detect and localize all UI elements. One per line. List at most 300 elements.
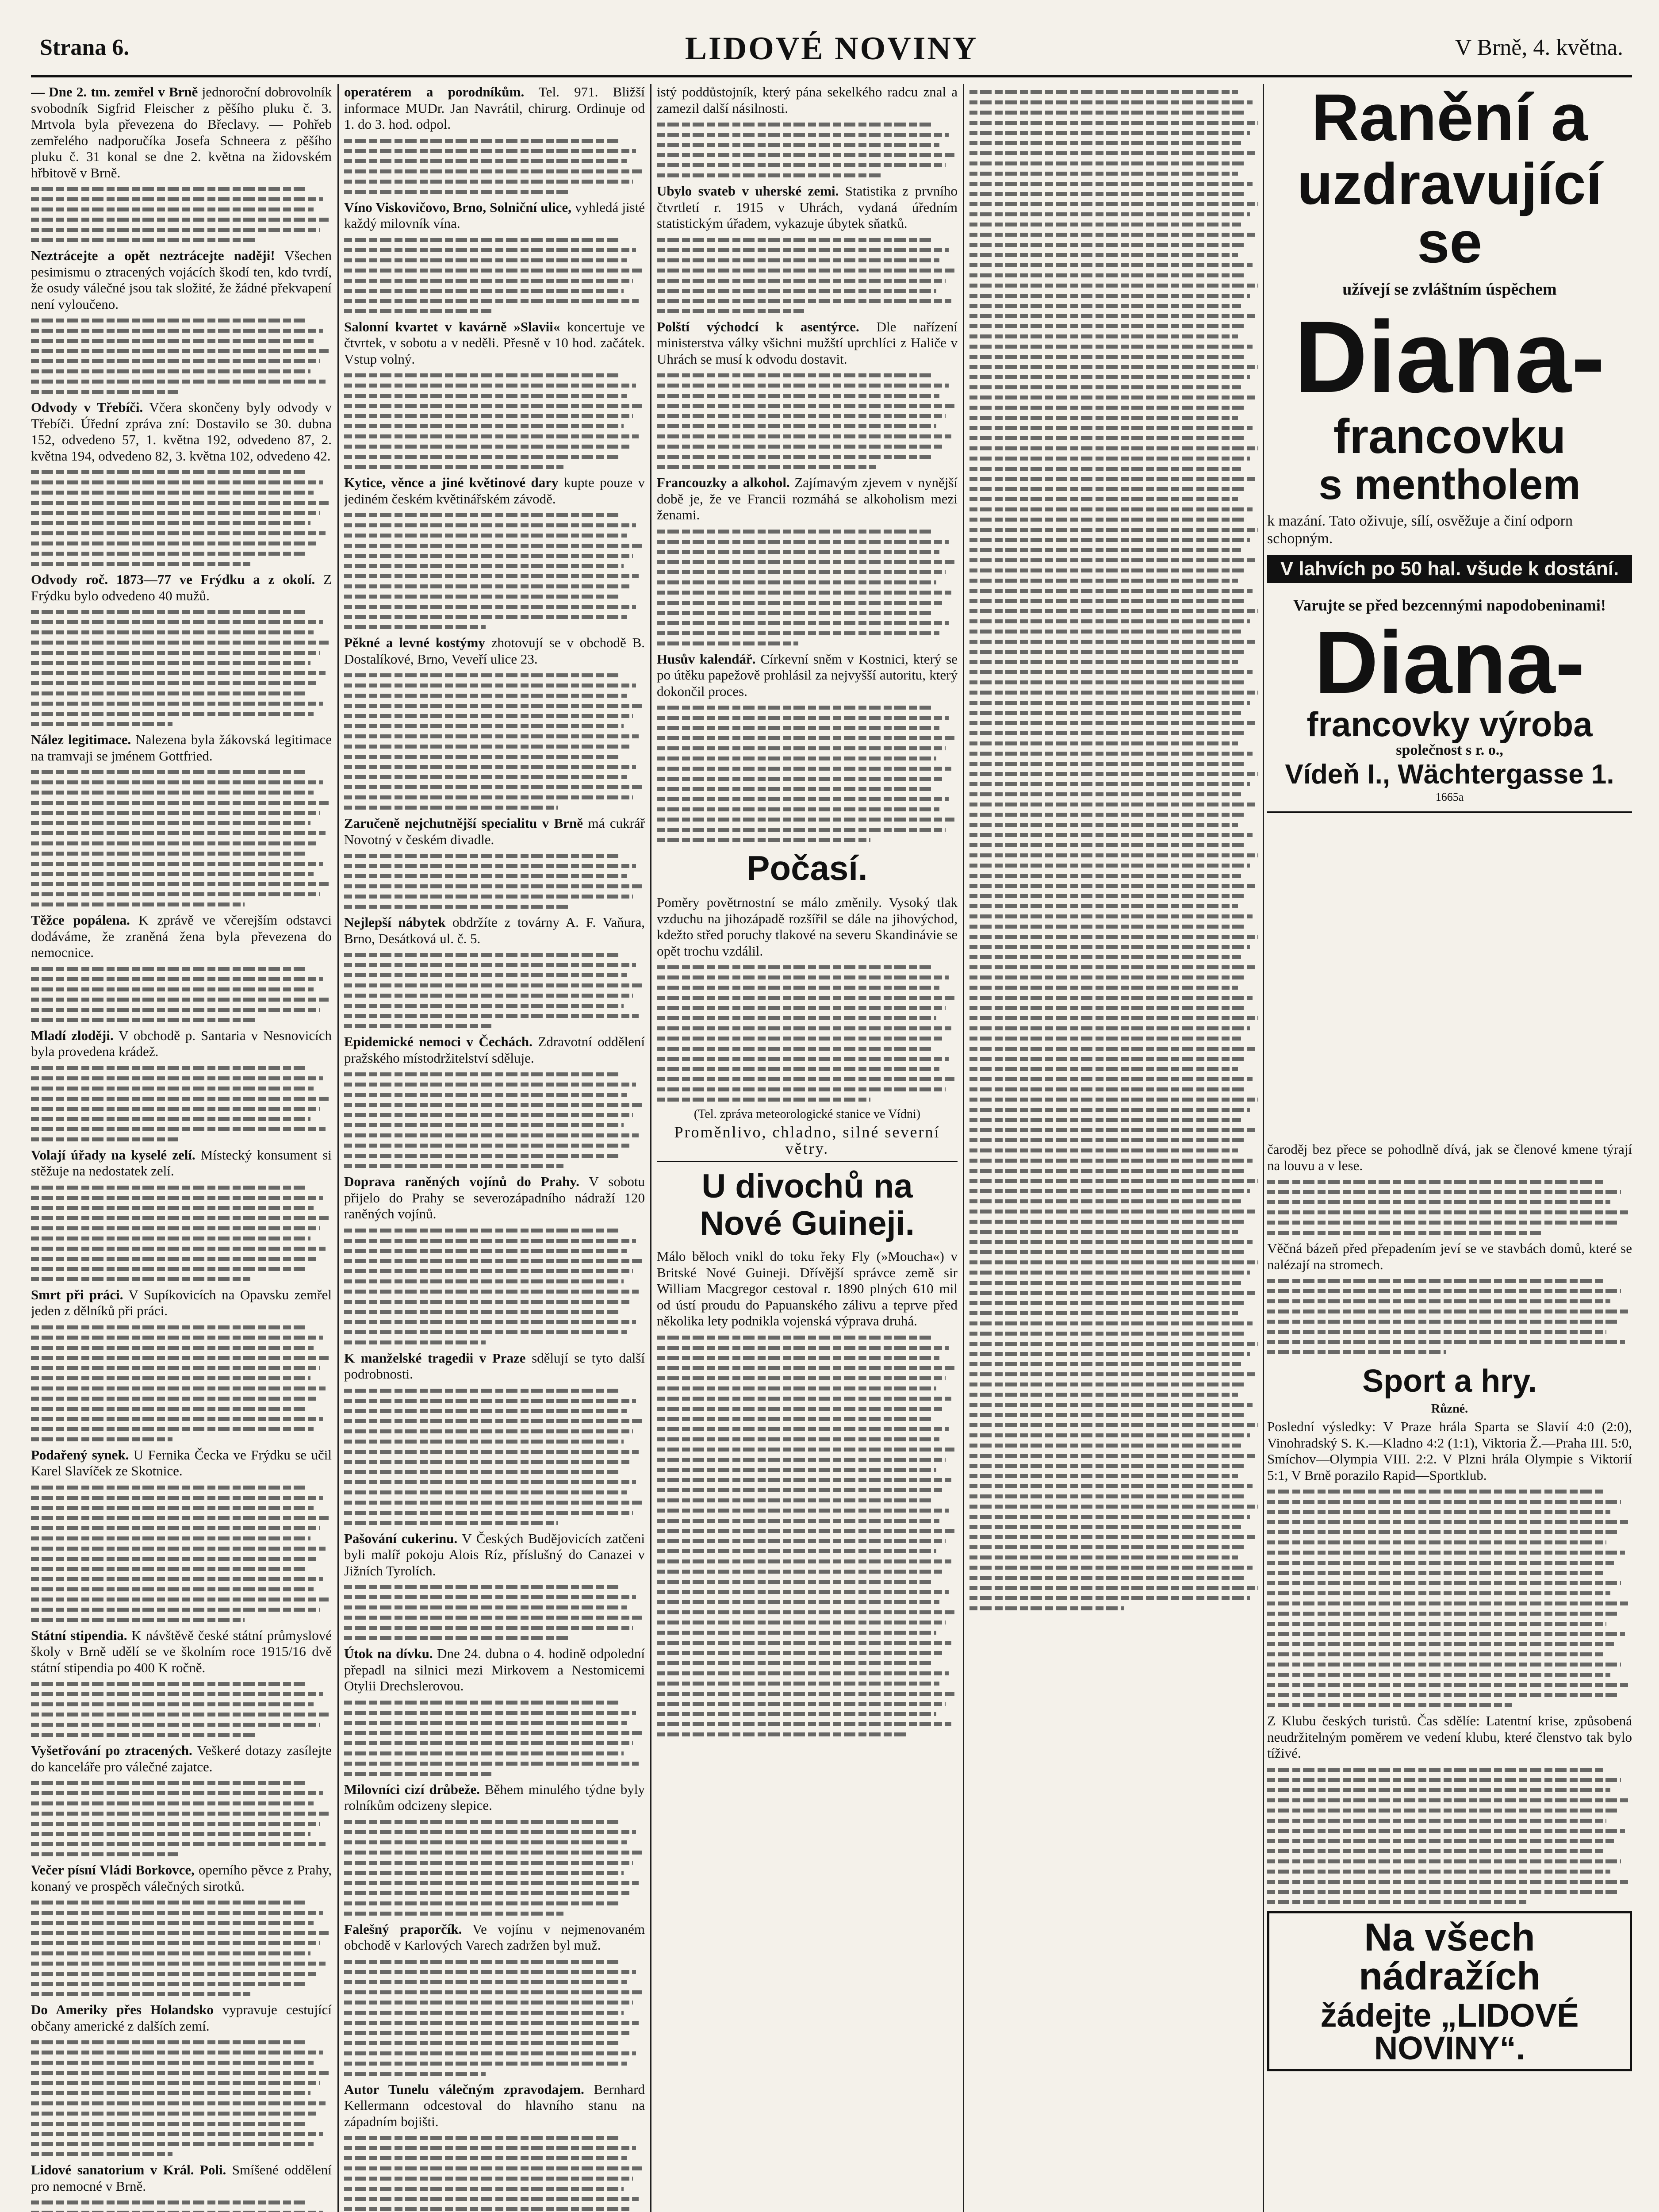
club-body bbox=[1267, 1768, 1632, 1904]
promo-box bbox=[1267, 1911, 1632, 2071]
text-line bbox=[344, 1024, 491, 1028]
text-line bbox=[31, 821, 310, 825]
text-line bbox=[344, 1970, 636, 1974]
text-line bbox=[969, 670, 1253, 674]
text-line bbox=[344, 1721, 627, 1725]
text-line bbox=[31, 1608, 320, 1612]
text-line bbox=[657, 1519, 939, 1523]
text-line bbox=[31, 329, 323, 333]
text-line bbox=[969, 803, 1256, 806]
text-line bbox=[344, 1249, 627, 1253]
text-line bbox=[344, 1164, 563, 1168]
text-line bbox=[969, 1240, 1253, 1244]
text-line bbox=[969, 721, 1256, 725]
text-line bbox=[657, 1057, 949, 1061]
text-line bbox=[31, 1427, 314, 1431]
text-line bbox=[31, 1247, 326, 1251]
text-line bbox=[344, 1409, 627, 1413]
text-line bbox=[969, 304, 1241, 308]
text-line bbox=[31, 1723, 320, 1727]
guinea-text: Málo běloch vnikl do toku řeky Fly (»Moucha«) v Britské Nové Guineji. Dřívější správce země sir William Macgregor cestoval r. 1890 plných 610 mil od ústí proudu do Papuanského zálivu a teprve před několika lety podnikla vojenská výprava druhá. bbox=[657, 1248, 958, 1329]
text-line bbox=[1267, 1210, 1628, 1214]
text-line bbox=[657, 1047, 934, 1051]
text-line bbox=[344, 2187, 624, 2191]
article-text: koncertuje ve čtvrtek, v sobotu a v neděli. Přesně v 10 hod. začátek. Vstup volný. bbox=[344, 319, 645, 367]
text-line bbox=[31, 1226, 320, 1230]
text-line bbox=[344, 983, 642, 987]
article-text: V Supíkovicích na Opavsku zemřel jeden z dělníků při práci. bbox=[31, 1286, 332, 1318]
text-line bbox=[1267, 1500, 1621, 1504]
text-line bbox=[31, 359, 320, 363]
text-line bbox=[969, 1413, 1244, 1417]
text-line bbox=[31, 1962, 326, 1966]
ad-maker-1: francovky výroba bbox=[1307, 705, 1593, 744]
text-line bbox=[344, 1113, 633, 1117]
text-line bbox=[657, 787, 934, 791]
article-item bbox=[344, 1350, 645, 1382]
article-item bbox=[1267, 1240, 1632, 1273]
text-line bbox=[31, 2132, 323, 2136]
text-line bbox=[969, 1026, 1250, 1030]
text-line bbox=[31, 722, 172, 726]
text-line bbox=[969, 619, 1250, 623]
text-line bbox=[344, 1072, 621, 1076]
text-line bbox=[657, 1087, 946, 1091]
text-line bbox=[344, 2207, 630, 2211]
text-line bbox=[344, 1093, 627, 1097]
text-line bbox=[344, 694, 627, 698]
article-text: Tel. 971. Bližší informace MUDr. Jan Navrátil, chirurg. Ordinuje od 1. do 3. hod. odpol. bbox=[344, 84, 645, 132]
text-line bbox=[344, 1004, 624, 1008]
article-item bbox=[344, 1782, 645, 1814]
text-line bbox=[969, 253, 1238, 257]
text-line bbox=[31, 1832, 310, 1836]
text-line bbox=[657, 828, 946, 832]
article-item bbox=[657, 183, 958, 232]
text-line bbox=[31, 1506, 314, 1510]
text-line bbox=[344, 1330, 627, 1334]
text-line bbox=[969, 202, 1258, 206]
text-line bbox=[969, 345, 1253, 349]
text-line bbox=[31, 1107, 320, 1111]
article-item bbox=[344, 1174, 645, 1222]
text-line bbox=[657, 1610, 954, 1614]
text-line bbox=[657, 560, 954, 564]
text-line bbox=[344, 2011, 624, 2015]
text-line bbox=[344, 1154, 621, 1158]
text-line bbox=[31, 1536, 310, 1540]
article-text: K návštěvě české státní průmyslové školy v Brně udělí se ve školním roce 1915/16 dvě státní stipendia po 400 K ročně. bbox=[31, 1627, 332, 1675]
text-line bbox=[969, 1586, 1258, 1590]
article-text: Včera skončeny byly odvody v Třebíči. Úřední zpráva zní: Dostavilo se 30. dubna 152, odvedeno 57, 1. května 192, odvedeno 87, 2. května 194, odvedeno 82, 3. května 102, odvedeno 42. bbox=[31, 399, 332, 464]
text-line bbox=[969, 711, 1241, 715]
text-line bbox=[969, 1271, 1250, 1275]
article-lead: Epidemické nemoci v Čechách. bbox=[344, 1034, 533, 1049]
text-line bbox=[1267, 1768, 1603, 1772]
article-text: Veškeré dotazy zasílejte do kanceláře pro válečné zajatce. bbox=[31, 1743, 332, 1774]
text-line bbox=[657, 1478, 951, 1482]
text-line bbox=[344, 2031, 630, 2035]
text-line bbox=[31, 1206, 314, 1210]
text-line bbox=[344, 745, 630, 749]
text-line bbox=[344, 190, 570, 194]
text-line bbox=[1267, 1809, 1617, 1813]
text-line bbox=[344, 1419, 642, 1423]
text-line bbox=[344, 1701, 621, 1705]
article-lead: Pěkné a levné kostýmy bbox=[344, 635, 485, 650]
article-text: Statistika z prvního čtvrtletí r. 1915 v Uhrách, vydaná úředním statistickým úřadem, vykazuje úbytek sňatků. bbox=[657, 183, 958, 231]
col3b-body bbox=[969, 90, 1261, 1610]
text-line bbox=[657, 1580, 934, 1584]
text-line bbox=[344, 704, 642, 708]
text-line bbox=[969, 1545, 1247, 1549]
text-line bbox=[31, 1982, 308, 1986]
text-line bbox=[969, 731, 1247, 735]
article-item bbox=[344, 635, 645, 667]
text-line bbox=[969, 1067, 1238, 1071]
article-text: V Českých Budějovicích zatčeni byli malíř pokoju Alois Ríz, příslušný do Canazei v Jižních Tyrolích. bbox=[344, 1530, 645, 1578]
text-line bbox=[969, 650, 1247, 654]
text-line bbox=[344, 785, 642, 789]
text-line bbox=[344, 445, 630, 449]
article-lead: Zaručeně nejchutnější specialitu v Brně bbox=[344, 815, 583, 831]
weather-heading: Počasí. bbox=[747, 849, 868, 887]
text-line bbox=[344, 734, 639, 738]
text-line bbox=[344, 1980, 627, 1984]
text-line bbox=[344, 765, 636, 769]
text-line bbox=[657, 1366, 954, 1370]
article-body bbox=[31, 1486, 332, 1622]
text-line bbox=[969, 375, 1250, 379]
text-line bbox=[31, 1257, 317, 1261]
text-line bbox=[1267, 1581, 1621, 1585]
text-line bbox=[31, 1972, 317, 1976]
col3-items bbox=[657, 84, 958, 842]
text-line bbox=[31, 1097, 329, 1101]
text-line bbox=[969, 141, 1241, 145]
newspaper-title: LIDOVÉ NOVINY bbox=[685, 31, 978, 67]
text-line bbox=[657, 540, 949, 544]
text-line bbox=[969, 874, 1241, 878]
article-text: má cukrář Novotný v českém divadle. bbox=[344, 815, 645, 847]
article-item bbox=[31, 1447, 332, 1479]
text-line bbox=[969, 1301, 1247, 1305]
text-line bbox=[657, 1427, 949, 1431]
text-line bbox=[969, 182, 1253, 186]
article-text: K zprávě ve včerejším odstavci dodáváme, že zraněná žena byla převezena do nemocnice. bbox=[31, 912, 332, 960]
article-lead: Mladí zloději. bbox=[31, 1027, 114, 1043]
article-lead: — Dne 2. tm. zemřel v Brně bbox=[31, 84, 198, 100]
text-line bbox=[1267, 1299, 1610, 1303]
article-body bbox=[31, 1186, 332, 1281]
ad-brand: Diana- bbox=[1294, 300, 1605, 414]
promo-line-1: Na všech nádražích bbox=[1359, 1915, 1540, 1998]
text-line bbox=[344, 1851, 642, 1855]
text-line bbox=[969, 416, 1238, 420]
text-line bbox=[31, 630, 314, 634]
text-line bbox=[344, 394, 627, 398]
text-line bbox=[657, 1488, 943, 1492]
text-line bbox=[344, 1290, 639, 1294]
text-line bbox=[31, 1733, 257, 1737]
article-body bbox=[1267, 1279, 1632, 1354]
article-lead: Ubylo svateb v uherské zemi. bbox=[657, 183, 839, 199]
text-line bbox=[1267, 1778, 1621, 1782]
article-lead: K manželské tragedii v Praze bbox=[344, 1350, 526, 1366]
text-line bbox=[31, 521, 310, 525]
text-line bbox=[969, 497, 1238, 501]
article-body bbox=[344, 513, 645, 629]
ad-headline-1: Ranění a bbox=[1311, 80, 1588, 154]
text-line bbox=[969, 111, 1244, 115]
text-line bbox=[344, 2166, 642, 2170]
article-body bbox=[657, 706, 958, 842]
text-line bbox=[31, 228, 320, 232]
article-text: Zdravotní oddělení pražského místodržitelství sděluje. bbox=[344, 1034, 645, 1066]
article-body bbox=[657, 373, 958, 469]
text-line bbox=[657, 631, 939, 635]
text-line bbox=[969, 1555, 1238, 1559]
text-line bbox=[344, 615, 627, 619]
text-line bbox=[657, 1570, 943, 1574]
article-body bbox=[344, 1960, 645, 2076]
text-line bbox=[969, 1108, 1250, 1112]
text-line bbox=[31, 1516, 329, 1520]
text-line bbox=[1267, 1601, 1628, 1605]
text-line bbox=[969, 914, 1253, 918]
text-line bbox=[31, 380, 326, 384]
text-line bbox=[1267, 1591, 1610, 1595]
text-line bbox=[344, 414, 633, 418]
text-line bbox=[344, 1891, 630, 1895]
text-line bbox=[969, 1250, 1244, 1254]
text-line bbox=[969, 457, 1250, 461]
text-line bbox=[31, 892, 320, 896]
text-line bbox=[344, 159, 627, 163]
text-line bbox=[657, 1437, 939, 1441]
text-line bbox=[344, 973, 627, 977]
text-line bbox=[657, 1498, 934, 1502]
text-line bbox=[344, 2001, 633, 2005]
text-line bbox=[31, 1812, 329, 1816]
text-line bbox=[31, 1417, 323, 1421]
article-text: operního pěvce z Prahy, konaný ve prospěch válečných sirotků. bbox=[31, 1862, 332, 1894]
text-line bbox=[657, 706, 934, 710]
text-line bbox=[969, 1332, 1244, 1336]
text-line bbox=[969, 975, 1247, 979]
text-line bbox=[969, 446, 1258, 450]
ad-brand-2: Diana- bbox=[1314, 613, 1585, 712]
text-line bbox=[1267, 1612, 1617, 1616]
text-line bbox=[657, 591, 951, 595]
text-line bbox=[344, 724, 624, 728]
text-line bbox=[344, 139, 621, 143]
text-line bbox=[969, 1199, 1241, 1203]
text-line bbox=[344, 455, 621, 459]
text-line bbox=[31, 1407, 308, 1411]
text-line bbox=[969, 406, 1247, 410]
article-lead: Nález legitimace. bbox=[31, 732, 131, 747]
text-line bbox=[31, 1682, 308, 1686]
text-line bbox=[344, 279, 633, 283]
text-line bbox=[657, 1600, 939, 1604]
article-body bbox=[344, 1585, 645, 1640]
issue-date: V Brně, 4. května. bbox=[1455, 35, 1623, 60]
text-line bbox=[31, 1186, 308, 1190]
text-line bbox=[657, 394, 939, 398]
text-line bbox=[657, 746, 946, 750]
article-body bbox=[344, 953, 645, 1028]
text-line bbox=[344, 755, 621, 759]
article-body bbox=[344, 1701, 645, 1776]
ad-description: k mazání. Tato oživuje, sílí, osvěžuje a činí odporn schopným. bbox=[1267, 513, 1573, 547]
text-line bbox=[969, 1423, 1258, 1427]
article-body bbox=[31, 770, 332, 906]
text-line bbox=[31, 1567, 308, 1571]
text-line bbox=[344, 1711, 636, 1715]
text-line bbox=[344, 2136, 621, 2140]
text-line bbox=[344, 169, 642, 173]
text-line bbox=[344, 238, 621, 242]
text-line bbox=[969, 813, 1247, 817]
article-body bbox=[31, 2040, 332, 2156]
article-body bbox=[31, 187, 332, 242]
article-text: kupte pouze v jediném českém květinářském závodě. bbox=[344, 475, 645, 507]
text-line bbox=[969, 284, 1258, 288]
text-line bbox=[657, 621, 949, 625]
text-line bbox=[657, 1386, 936, 1390]
text-line bbox=[31, 1066, 308, 1070]
article-lead: Víno Viskovičovo, Brno, Solniční ulice, bbox=[344, 199, 571, 215]
text-line bbox=[969, 294, 1250, 298]
text-line bbox=[344, 1511, 633, 1515]
ad-bottom-rule bbox=[1267, 811, 1632, 813]
article-body bbox=[31, 2200, 332, 2212]
column-rule bbox=[650, 84, 651, 2212]
text-line bbox=[657, 1671, 949, 1675]
text-line bbox=[657, 777, 943, 781]
text-line bbox=[31, 2101, 326, 2105]
text-line bbox=[1267, 1289, 1621, 1293]
column-1 bbox=[31, 84, 332, 2212]
text-line bbox=[31, 541, 317, 545]
text-line bbox=[344, 895, 633, 899]
text-line bbox=[31, 641, 329, 645]
text-line bbox=[344, 2072, 486, 2076]
text-line bbox=[969, 630, 1241, 634]
text-line bbox=[657, 975, 949, 979]
col1-items bbox=[31, 84, 332, 2212]
text-line bbox=[969, 904, 1238, 908]
text-line bbox=[969, 894, 1247, 898]
text-line bbox=[969, 334, 1238, 338]
article-lead: Podařený synek. bbox=[31, 1447, 129, 1463]
article-text: Místecký konsument si stěžuje na nedostatek zelí. bbox=[31, 1147, 332, 1179]
text-line bbox=[657, 767, 951, 771]
text-line bbox=[657, 996, 954, 1000]
text-line bbox=[344, 1340, 486, 1344]
text-line bbox=[344, 534, 627, 538]
text-line bbox=[969, 385, 1241, 389]
article-text: vypravuje cestující občany americké z dalších zemí. bbox=[31, 2002, 332, 2034]
sport-heading: Sport a hry. bbox=[1362, 1363, 1537, 1399]
text-line bbox=[969, 1382, 1247, 1386]
column-3b bbox=[969, 84, 1261, 2212]
article-text: Nalezena byla žákovská legitimace na tramvaji se jménem Gottfried. bbox=[31, 732, 332, 764]
ad-price: V lahvích po 50 hal. všude k dostání. bbox=[1267, 555, 1632, 583]
text-line bbox=[657, 1407, 943, 1411]
article-lead: Těžce popálena. bbox=[31, 912, 130, 928]
text-line bbox=[969, 945, 1250, 949]
text-line bbox=[344, 2041, 621, 2045]
guinea-heading: U divochů na Nové Guineji. bbox=[700, 1167, 915, 1242]
text-line bbox=[969, 1006, 1244, 1010]
text-line bbox=[969, 782, 1250, 786]
text-line bbox=[969, 1210, 1256, 1214]
text-line bbox=[31, 1992, 250, 1996]
text-line bbox=[969, 1444, 1241, 1448]
text-line bbox=[969, 955, 1241, 959]
text-line bbox=[969, 1505, 1258, 1509]
article-text: jednoroční dobrovolník svobodník Sigfrid Fleischer z pěšího pluku č. 3. Mrtvola byla převezena do Břeclavy. — Pohřeb zemřelého nadporučíka Josefa Schneera z pěšího pluku č. 31 konal se dne 2. května na židovském hřbitově v Brně. bbox=[31, 84, 332, 180]
text-line bbox=[969, 752, 1253, 756]
text-line bbox=[31, 1117, 310, 1121]
text-line bbox=[31, 712, 314, 716]
text-line bbox=[344, 1470, 621, 1474]
text-line bbox=[1267, 1849, 1603, 1853]
sport-subheading: Různé. bbox=[1431, 1402, 1468, 1416]
text-line bbox=[1267, 1330, 1606, 1334]
text-line bbox=[31, 390, 178, 394]
text-line bbox=[344, 1741, 633, 1745]
text-line bbox=[657, 757, 936, 760]
article-lead: Do Ameriky přes Holandsko bbox=[31, 2002, 214, 2017]
text-line bbox=[31, 562, 250, 566]
article-body bbox=[31, 610, 332, 726]
text-line bbox=[31, 339, 314, 343]
text-line bbox=[657, 1376, 946, 1380]
text-line bbox=[344, 684, 636, 687]
article-body bbox=[31, 319, 332, 394]
article-lead: Odvody v Třebíči. bbox=[31, 399, 143, 415]
text-line bbox=[969, 1291, 1256, 1295]
page-label: Strana 6. bbox=[40, 35, 130, 60]
text-line bbox=[31, 1325, 308, 1329]
article-body bbox=[657, 238, 958, 313]
article-text: Dne 24. dubna o 4. hodině odpolední přepadl na silnici mezi Mirkovem a Nestomicemi Otylii Drechslerovou. bbox=[344, 1646, 645, 1694]
text-line bbox=[1267, 1859, 1621, 1863]
text-line bbox=[31, 1437, 172, 1441]
text-line bbox=[657, 173, 882, 177]
ad-number: 1665a bbox=[1435, 791, 1464, 803]
text-line bbox=[31, 501, 329, 505]
text-line bbox=[344, 1616, 642, 1620]
text-line bbox=[31, 1901, 308, 1905]
text-line bbox=[657, 465, 876, 469]
text-line bbox=[657, 550, 939, 554]
text-line bbox=[344, 1772, 491, 1776]
text-line bbox=[657, 424, 936, 428]
text-line bbox=[657, 1539, 946, 1543]
text-line bbox=[657, 1417, 934, 1421]
text-line bbox=[31, 511, 320, 515]
article-lead: Doprava raněných vojínů do Prahy. bbox=[344, 1174, 579, 1189]
article-item bbox=[31, 248, 332, 312]
text-line bbox=[657, 1448, 954, 1452]
article-body bbox=[31, 1325, 332, 1441]
text-line bbox=[969, 579, 1238, 583]
article-item bbox=[31, 1743, 332, 1775]
